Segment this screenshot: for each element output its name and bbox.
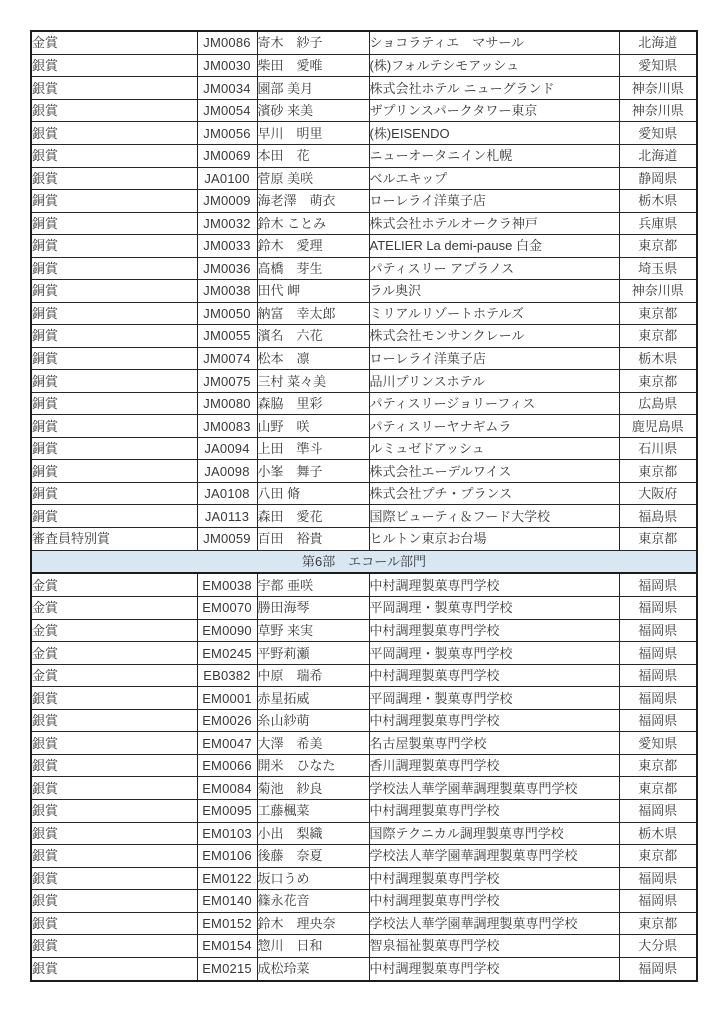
table-row (31, 302, 697, 325)
section-header-row (31, 550, 697, 573)
award-cell: 銅賞 (31, 370, 197, 393)
table-row (31, 528, 697, 551)
table-row (31, 822, 697, 845)
entry-id-cell: EM0047 (197, 732, 257, 755)
organization-cell: 株式会社プチ・プランス (369, 482, 619, 505)
award-cell: 銅賞 (31, 347, 197, 370)
entry-id-cell: JM0009 (197, 190, 257, 213)
prefecture-cell: 東京都 (619, 912, 697, 935)
prefecture-cell: 神奈川県 (619, 280, 697, 303)
prefecture-cell: 東京都 (619, 302, 697, 325)
entry-id-cell: EM0084 (197, 777, 257, 800)
prefecture-cell: 福岡県 (619, 619, 697, 642)
entry-id-cell: JM0080 (197, 392, 257, 415)
table-row (31, 709, 697, 732)
table-row (31, 77, 697, 100)
organization-cell: 株式会社モンサンクレール (369, 325, 619, 348)
award-cell: 銀賞 (31, 822, 197, 845)
entrant-name-cell: 山野 咲 (257, 415, 369, 438)
entrant-name-cell: 小出 梨織 (257, 822, 369, 845)
organization-cell: パティスリー アプラノス (369, 257, 619, 280)
award-cell: 銀賞 (31, 845, 197, 868)
award-cell: 銀賞 (31, 709, 197, 732)
organization-cell: 国際ビューティ＆フード大学校 (369, 505, 619, 528)
prefecture-cell: 福岡県 (619, 709, 697, 732)
award-cell: 銀賞 (31, 99, 197, 122)
prefecture-cell: 大分県 (619, 935, 697, 958)
table-row (31, 935, 697, 958)
organization-cell: 学校法人華学園華調理製菓専門学校 (369, 845, 619, 868)
prefecture-cell: 福岡県 (619, 800, 697, 823)
entry-id-cell: EM0038 (197, 573, 257, 596)
organization-cell: 中村調理製菓専門学校 (369, 800, 619, 823)
entrant-name-cell: 高橋 芽生 (257, 257, 369, 280)
prefecture-cell: 兵庫県 (619, 212, 697, 235)
entry-id-cell: EM0245 (197, 642, 257, 665)
prefecture-cell: 大阪府 (619, 482, 697, 505)
prefecture-cell: 石川県 (619, 437, 697, 460)
table-row (31, 235, 697, 258)
table-row (31, 190, 697, 213)
prefecture-cell: 北海道 (619, 144, 697, 167)
organization-cell: ラル奥沢 (369, 280, 619, 303)
entry-id-cell: JM0059 (197, 528, 257, 551)
award-cell: 銅賞 (31, 212, 197, 235)
entrant-name-cell: 勝田海琴 (257, 597, 369, 620)
entrant-name-cell: 宇都 亜咲 (257, 573, 369, 596)
organization-cell: 品川プリンスホテル (369, 370, 619, 393)
award-cell: 銅賞 (31, 257, 197, 280)
entry-id-cell: JM0069 (197, 144, 257, 167)
entrant-name-cell: 赤星拓威 (257, 687, 369, 710)
table-row (31, 144, 697, 167)
table-row (31, 505, 697, 528)
organization-cell: ベルエキップ (369, 167, 619, 190)
entrant-name-cell: 菅原 美咲 (257, 167, 369, 190)
entrant-name-cell: 八田 脩 (257, 482, 369, 505)
entrant-name-cell: 海老澤 萌衣 (257, 190, 369, 213)
prefecture-cell: 埼玉県 (619, 257, 697, 280)
prefecture-cell: 東京都 (619, 845, 697, 868)
award-cell: 銀賞 (31, 77, 197, 100)
entry-id-cell: JM0074 (197, 347, 257, 370)
table-row (31, 597, 697, 620)
award-cell: 銀賞 (31, 777, 197, 800)
prefecture-cell: 福岡県 (619, 867, 697, 890)
award-cell: 銀賞 (31, 935, 197, 958)
organization-cell: (株)EISENDO (369, 122, 619, 145)
award-cell: 銀賞 (31, 144, 197, 167)
organization-cell: 平岡調理・製菓専門学校 (369, 597, 619, 620)
entry-id-cell: JM0033 (197, 235, 257, 258)
table-row (31, 437, 697, 460)
entrant-name-cell: 柴田 愛唯 (257, 54, 369, 77)
award-cell: 銅賞 (31, 235, 197, 258)
prefecture-cell: 東京都 (619, 235, 697, 258)
prefecture-cell: 福岡県 (619, 957, 697, 981)
entry-id-cell: JM0038 (197, 280, 257, 303)
organization-cell: 学校法人華学園華調理製菓専門学校 (369, 912, 619, 935)
prefecture-cell: 広島県 (619, 392, 697, 415)
award-cell: 銅賞 (31, 280, 197, 303)
prefecture-cell: 神奈川県 (619, 99, 697, 122)
award-cell: 銅賞 (31, 415, 197, 438)
entry-id-cell: JA0113 (197, 505, 257, 528)
entry-id-cell: EM0070 (197, 597, 257, 620)
table-row (31, 732, 697, 755)
organization-cell: ATELIER La demi-pause 白金 (369, 235, 619, 258)
table-row (31, 347, 697, 370)
organization-cell: ローレライ洋菓子店 (369, 190, 619, 213)
organization-cell: 中村調理製菓専門学校 (369, 619, 619, 642)
prefecture-cell: 栃木県 (619, 347, 697, 370)
entry-id-cell: JM0050 (197, 302, 257, 325)
entrant-name-cell: 鈴木 理央奈 (257, 912, 369, 935)
organization-cell: 中村調理製菓専門学校 (369, 890, 619, 913)
entrant-name-cell: 草野 来実 (257, 619, 369, 642)
entry-id-cell: EB0382 (197, 664, 257, 687)
entrant-name-cell: 濱名 六花 (257, 325, 369, 348)
entrant-name-cell: 森脇 里彩 (257, 392, 369, 415)
prefecture-cell: 福岡県 (619, 890, 697, 913)
entrant-name-cell: 上田 準斗 (257, 437, 369, 460)
award-cell: 金賞 (31, 597, 197, 620)
entrant-name-cell: 百田 裕貴 (257, 528, 369, 551)
award-cell: 金賞 (31, 664, 197, 687)
entrant-name-cell: 大澤 希美 (257, 732, 369, 755)
organization-cell: 株式会社ホテル ニューグランド (369, 77, 619, 100)
entrant-name-cell: 工藤楓菜 (257, 800, 369, 823)
entrant-name-cell: 小峯 舞子 (257, 460, 369, 483)
entry-id-cell: EM0215 (197, 957, 257, 981)
award-cell: 銀賞 (31, 957, 197, 981)
organization-cell: ニューオータニイン札幌 (369, 144, 619, 167)
award-cell: 銀賞 (31, 867, 197, 890)
table-row (31, 957, 697, 981)
award-cell: 銀賞 (31, 167, 197, 190)
entrant-name-cell: 三村 菜々美 (257, 370, 369, 393)
table-row (31, 325, 697, 348)
entrant-name-cell: 田代 岬 (257, 280, 369, 303)
entrant-name-cell: 早川 明里 (257, 122, 369, 145)
award-cell: 金賞 (31, 642, 197, 665)
organization-cell: 平岡調理・製菓専門学校 (369, 642, 619, 665)
table-row (31, 54, 697, 77)
entry-id-cell: JM0032 (197, 212, 257, 235)
table-row (31, 99, 697, 122)
entrant-name-cell: 平野莉瀬 (257, 642, 369, 665)
organization-cell: 香川調理製菓専門学校 (369, 754, 619, 777)
prefecture-cell: 福島県 (619, 505, 697, 528)
entry-id-cell: JM0075 (197, 370, 257, 393)
prefecture-cell: 東京都 (619, 777, 697, 800)
entry-id-cell: EM0140 (197, 890, 257, 913)
entry-id-cell: JM0034 (197, 77, 257, 100)
entry-id-cell: EM0103 (197, 822, 257, 845)
entrant-name-cell: 糸山紗萌 (257, 709, 369, 732)
prefecture-cell: 福岡県 (619, 687, 697, 710)
prefecture-cell: 鹿児島県 (619, 415, 697, 438)
organization-cell: パティスリージョリーフィス (369, 392, 619, 415)
prefecture-cell: 福岡県 (619, 597, 697, 620)
table-row (31, 800, 697, 823)
prefecture-cell: 静岡県 (619, 167, 697, 190)
entrant-name-cell: 園部 美月 (257, 77, 369, 100)
award-cell: 金賞 (31, 573, 197, 596)
award-cell: 銀賞 (31, 754, 197, 777)
organization-cell: 名古屋製菓専門学校 (369, 732, 619, 755)
table-row (31, 754, 697, 777)
prefecture-cell: 東京都 (619, 528, 697, 551)
award-cell: 銅賞 (31, 190, 197, 213)
entry-id-cell: JM0055 (197, 325, 257, 348)
award-cell: 銅賞 (31, 482, 197, 505)
award-cell: 銀賞 (31, 687, 197, 710)
prefecture-cell: 福岡県 (619, 664, 697, 687)
award-cell: 銀賞 (31, 54, 197, 77)
entrant-name-cell: 濱砂 来美 (257, 99, 369, 122)
entry-id-cell: EM0106 (197, 845, 257, 868)
organization-cell: 中村調理製菓専門学校 (369, 709, 619, 732)
prefecture-cell: 東京都 (619, 370, 697, 393)
entrant-name-cell: 松本 凛 (257, 347, 369, 370)
table-row (31, 31, 697, 54)
table-row (31, 573, 697, 596)
entry-id-cell: JM0083 (197, 415, 257, 438)
organization-cell: ルミュゼドアッシュ (369, 437, 619, 460)
entry-id-cell: JA0100 (197, 167, 257, 190)
entrant-name-cell: 納富 幸太郎 (257, 302, 369, 325)
award-cell: 審査員特別賞 (31, 528, 197, 551)
organization-cell: パティスリーヤナギムラ (369, 415, 619, 438)
table-row (31, 257, 697, 280)
award-cell: 銅賞 (31, 460, 197, 483)
entrant-name-cell: 森田 愛花 (257, 505, 369, 528)
entry-id-cell: JA0098 (197, 460, 257, 483)
organization-cell: 平岡調理・製菓専門学校 (369, 687, 619, 710)
prefecture-cell: 東京都 (619, 754, 697, 777)
entry-id-cell: EM0122 (197, 867, 257, 890)
organization-cell: 中村調理製菓専門学校 (369, 664, 619, 687)
entrant-name-cell: 成松玲菜 (257, 957, 369, 981)
table-row (31, 122, 697, 145)
organization-cell: ショコラティエ マサール (369, 31, 619, 54)
award-cell: 銀賞 (31, 122, 197, 145)
award-cell: 銀賞 (31, 912, 197, 935)
entrant-name-cell: 鈴木 愛理 (257, 235, 369, 258)
entry-id-cell: EM0090 (197, 619, 257, 642)
table-row (31, 370, 697, 393)
entry-id-cell: JM0054 (197, 99, 257, 122)
table-row (31, 619, 697, 642)
table-row (31, 845, 697, 868)
organization-cell: ローレライ洋菓子店 (369, 347, 619, 370)
entrant-name-cell: 鈴木 ことみ (257, 212, 369, 235)
table-row (31, 687, 697, 710)
entrant-name-cell: 開米 ひなた (257, 754, 369, 777)
table-row (31, 912, 697, 935)
entrant-name-cell: 本田 花 (257, 144, 369, 167)
entrant-name-cell: 惣川 日和 (257, 935, 369, 958)
table-row (31, 415, 697, 438)
entrant-name-cell: 寄木 紗子 (257, 31, 369, 54)
award-cell: 銀賞 (31, 800, 197, 823)
table-row (31, 280, 697, 303)
entry-id-cell: EM0026 (197, 709, 257, 732)
entrant-name-cell: 中原 瑞希 (257, 664, 369, 687)
prefecture-cell: 北海道 (619, 31, 697, 54)
table-row (31, 867, 697, 890)
prefecture-cell: 愛知県 (619, 732, 697, 755)
award-cell: 銀賞 (31, 732, 197, 755)
table-row (31, 212, 697, 235)
entry-id-cell: EM0095 (197, 800, 257, 823)
award-cell: 銀賞 (31, 890, 197, 913)
table-row (31, 482, 697, 505)
award-cell: 銅賞 (31, 437, 197, 460)
entry-id-cell: JA0108 (197, 482, 257, 505)
organization-cell: 中村調理製菓専門学校 (369, 867, 619, 890)
prefecture-cell: 栃木県 (619, 190, 697, 213)
award-cell: 金賞 (31, 619, 197, 642)
prefecture-cell: 栃木県 (619, 822, 697, 845)
entry-id-cell: JM0030 (197, 54, 257, 77)
table-row (31, 777, 697, 800)
organization-cell: 国際テクニカル調理製菓専門学校 (369, 822, 619, 845)
organization-cell: (株)フォルテシモアッシュ (369, 54, 619, 77)
organization-cell: 株式会社ホテルオークラ神戸 (369, 212, 619, 235)
prefecture-cell: 愛知県 (619, 122, 697, 145)
award-cell: 銅賞 (31, 302, 197, 325)
section-header-label: 第6部 エコール部門 (31, 550, 697, 573)
entry-id-cell: EM0152 (197, 912, 257, 935)
table-row (31, 642, 697, 665)
award-cell: 銅賞 (31, 392, 197, 415)
prefecture-cell: 愛知県 (619, 54, 697, 77)
entrant-name-cell: 菊池 紗良 (257, 777, 369, 800)
organization-cell: 中村調理製菓専門学校 (369, 573, 619, 596)
table-row (31, 460, 697, 483)
prefecture-cell: 福岡県 (619, 573, 697, 596)
organization-cell: ヒルトン東京お台場 (369, 528, 619, 551)
awards-table (30, 30, 698, 982)
entry-id-cell: EM0001 (197, 687, 257, 710)
entrant-name-cell: 坂口うめ (257, 867, 369, 890)
organization-cell: 学校法人華学園華調理製菓専門学校 (369, 777, 619, 800)
prefecture-cell: 東京都 (619, 325, 697, 348)
table-row (31, 392, 697, 415)
table-row (31, 664, 697, 687)
organization-cell: 株式会社エーデルワイス (369, 460, 619, 483)
entrant-name-cell: 後藤 奈夏 (257, 845, 369, 868)
award-cell: 銅賞 (31, 325, 197, 348)
prefecture-cell: 東京都 (619, 460, 697, 483)
organization-cell: ミリアルリゾートホテルズ (369, 302, 619, 325)
prefecture-cell: 福岡県 (619, 642, 697, 665)
award-cell: 銅賞 (31, 505, 197, 528)
table-row (31, 890, 697, 913)
awards-table-body (31, 31, 697, 981)
organization-cell: 中村調理製菓専門学校 (369, 957, 619, 981)
organization-cell: ザプリンスパークタワー東京 (369, 99, 619, 122)
organization-cell: 智泉福祉製菓専門学校 (369, 935, 619, 958)
award-cell: 金賞 (31, 31, 197, 54)
table-row (31, 167, 697, 190)
entry-id-cell: EM0066 (197, 754, 257, 777)
entrant-name-cell: 篠永花音 (257, 890, 369, 913)
entry-id-cell: JM0036 (197, 257, 257, 280)
entry-id-cell: JA0094 (197, 437, 257, 460)
entry-id-cell: JM0086 (197, 31, 257, 54)
entry-id-cell: JM0056 (197, 122, 257, 145)
entry-id-cell: EM0154 (197, 935, 257, 958)
prefecture-cell: 神奈川県 (619, 77, 697, 100)
